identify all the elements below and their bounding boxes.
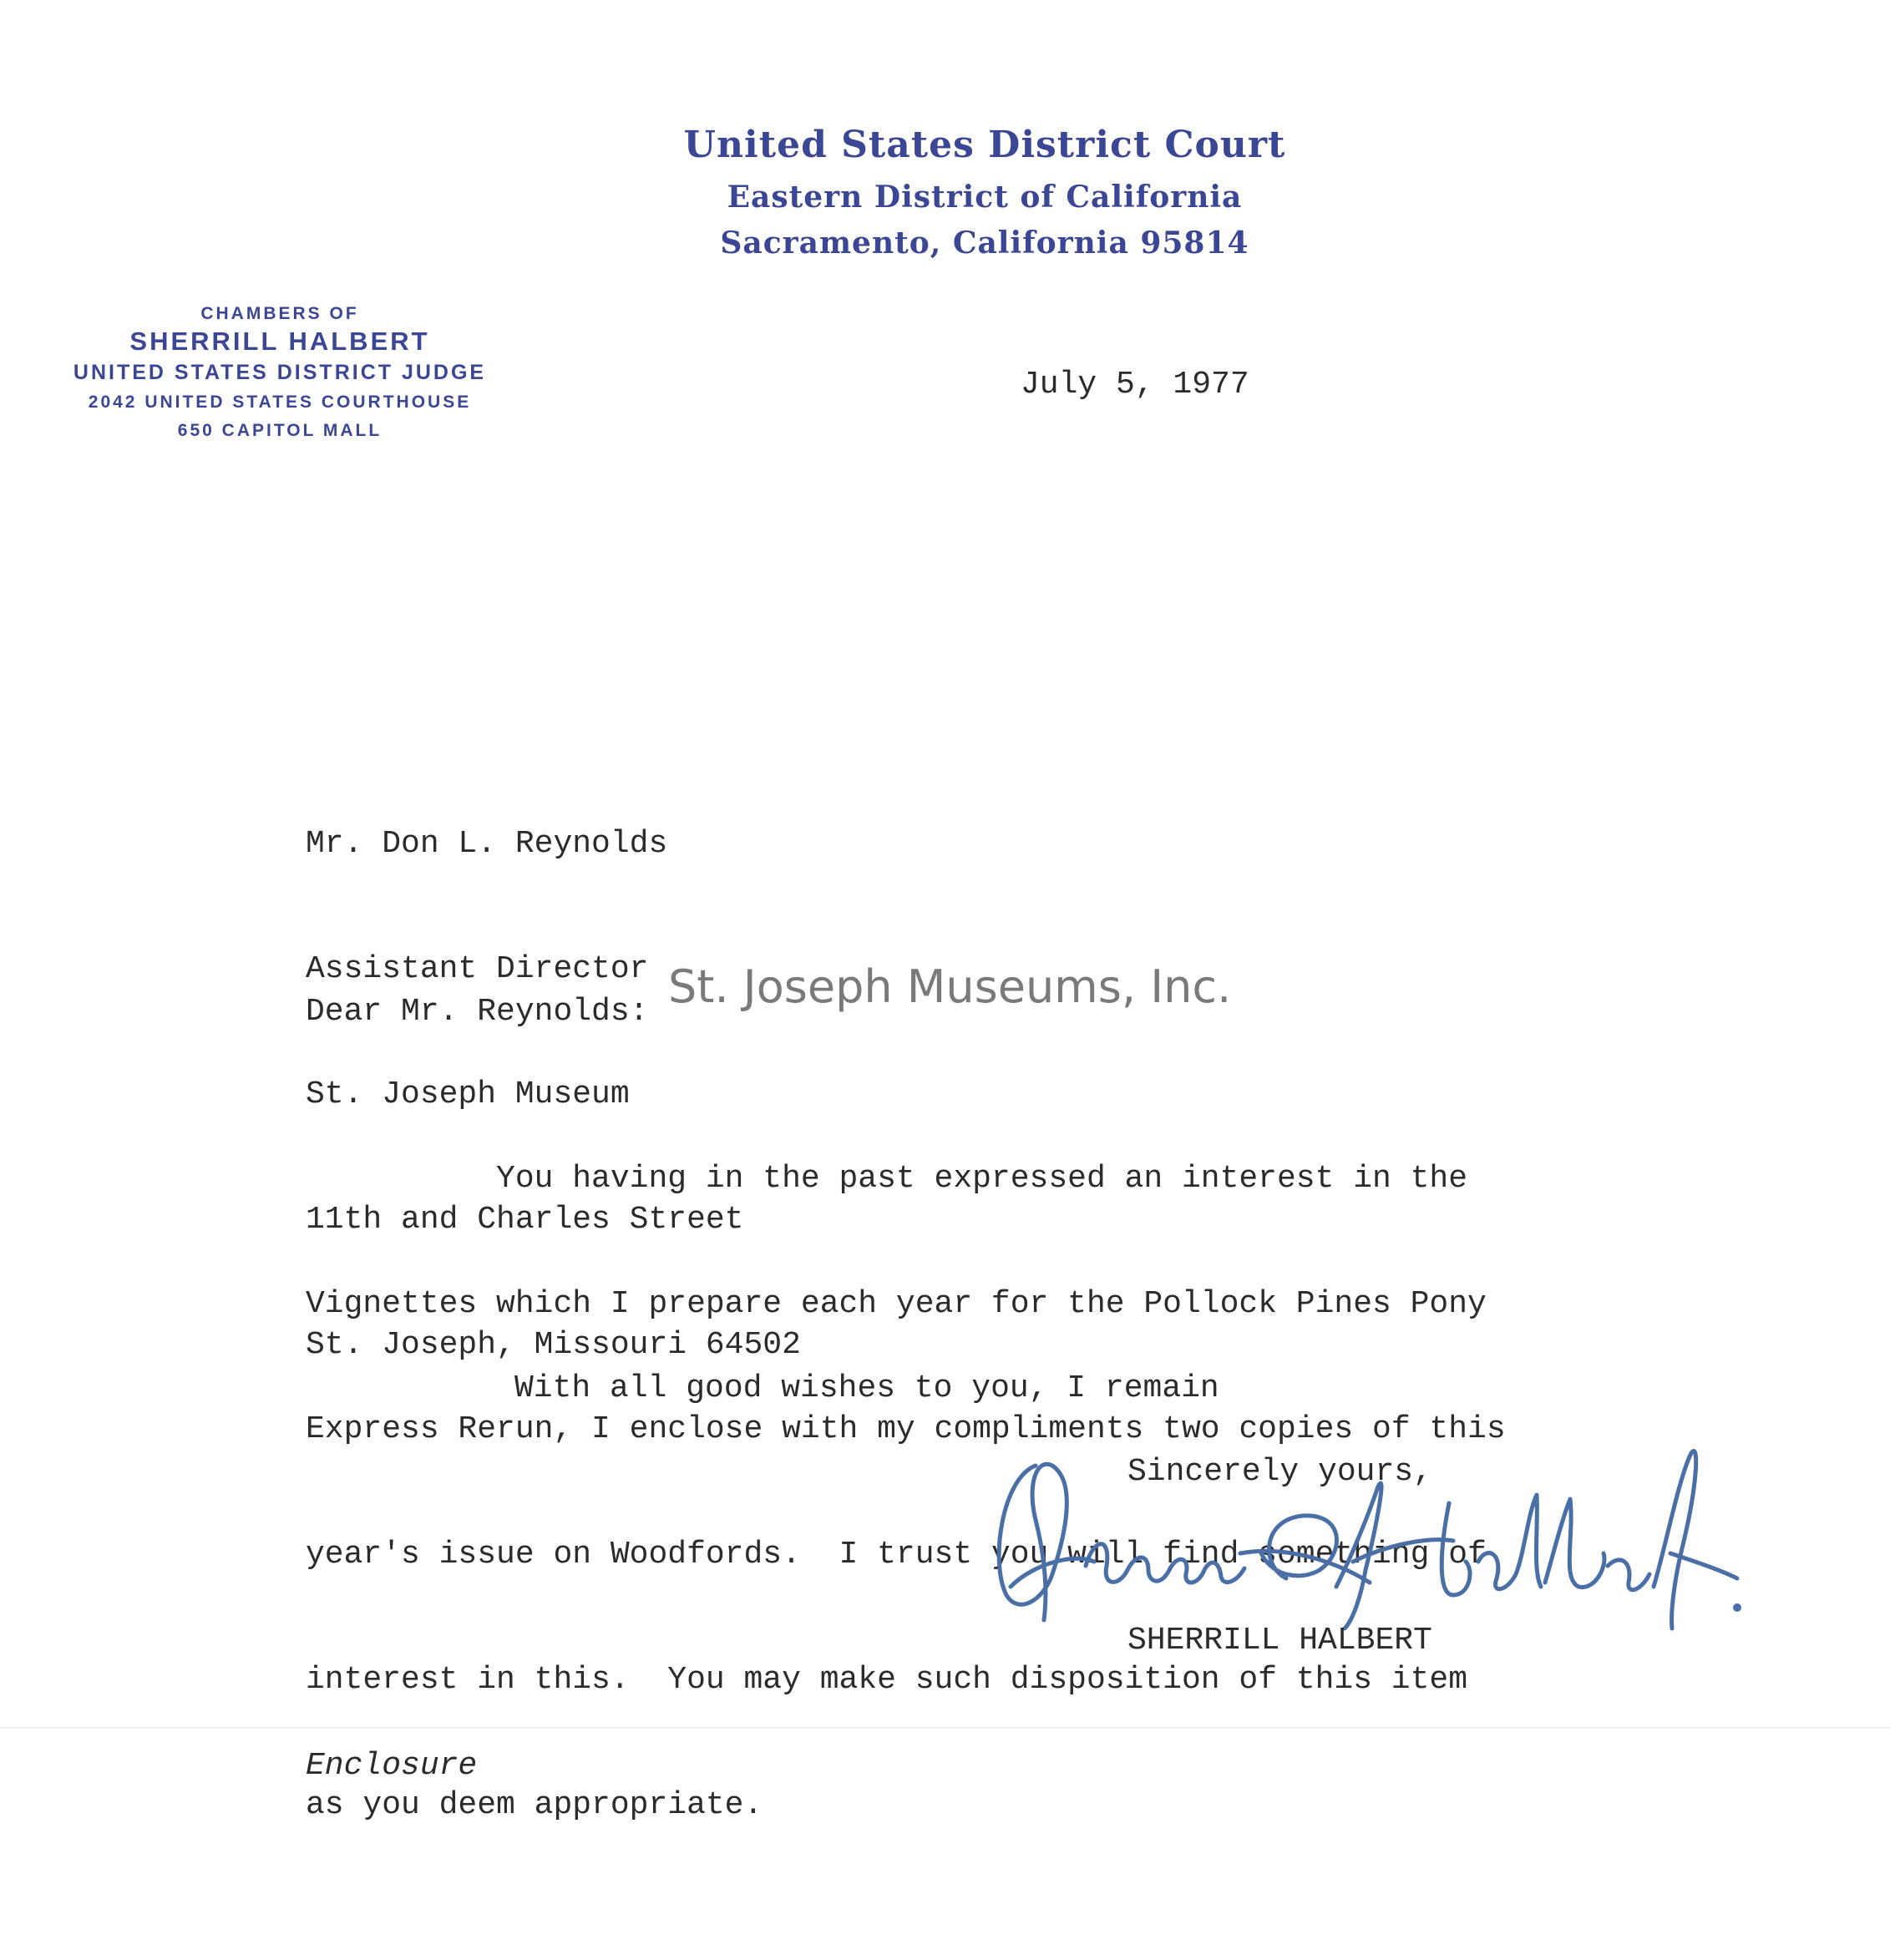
recipient-line: Mr. Don L. Reynolds bbox=[306, 826, 668, 862]
fold-line bbox=[0, 1727, 1890, 1729]
letter-date: July 5, 1977 bbox=[1021, 367, 1249, 403]
recipient-line: 11th and Charles Street bbox=[306, 1202, 744, 1238]
letterhead-city: Sacramento, California 95814 bbox=[720, 225, 1249, 261]
salutation: Dear Mr. Reynolds: bbox=[306, 994, 649, 1030]
chambers-of-label: CHAMBERS OF bbox=[200, 304, 359, 323]
body-line: interest in this. You may make such disposition of this item bbox=[306, 1662, 1468, 1698]
chambers-judge-name: SHERRILL HALBERT bbox=[129, 327, 430, 356]
body-line: as you deem appropriate. bbox=[306, 1787, 763, 1823]
body-line: You having in the past expressed an interest in the bbox=[306, 1161, 1468, 1197]
recipient-line: St. Joseph, Missouri 64502 bbox=[306, 1327, 801, 1363]
recipient-line: Assistant Director bbox=[306, 951, 649, 987]
body-line: Vignettes which I prepare each year for the Pollock Pines Pony bbox=[306, 1286, 1487, 1322]
sign-off: Sincerely yours, bbox=[1127, 1454, 1432, 1490]
chambers-room: 2042 UNITED STATES COURTHOUSE bbox=[88, 393, 472, 412]
recipient-line: St. Joseph Museum bbox=[306, 1076, 630, 1112]
enclosure-note: Enclosure bbox=[306, 1748, 478, 1784]
signer-name: SHERRILL HALBERT bbox=[1127, 1623, 1432, 1659]
chambers-judge-title: UNITED STATES DISTRICT JUDGE bbox=[73, 361, 487, 384]
watermark: St. Joseph Museums, Inc. bbox=[668, 960, 1232, 1013]
letterhead-court: United States District Court bbox=[683, 124, 1286, 166]
closing-line: With all good wishes to you, I remain bbox=[514, 1370, 1219, 1406]
chambers-street: 650 CAPITOL MALL bbox=[177, 421, 383, 440]
body-line: year's issue on Woodfords. I trust you will find something of bbox=[306, 1537, 1487, 1573]
letterhead-district: Eastern District of California bbox=[727, 180, 1243, 215]
body-line: Express Rerun, I enclose with my compliments two copies of this bbox=[306, 1411, 1506, 1447]
